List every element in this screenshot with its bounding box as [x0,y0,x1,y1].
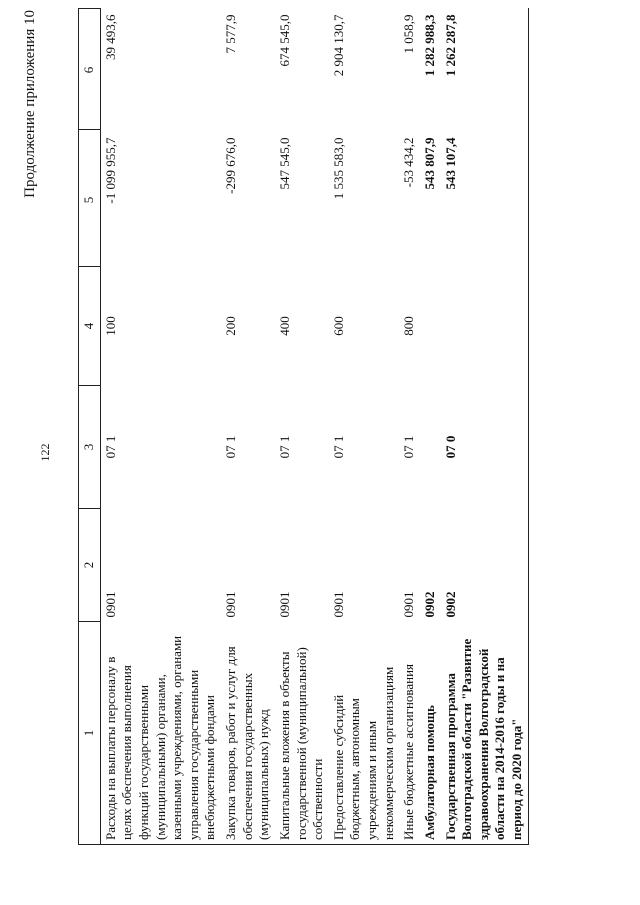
row-program: 07 1 [330,435,346,459]
row-amount: 547 545,0 [276,137,292,190]
table-row [329,9,400,845]
row-name: Капитальные вложения в объекты государственной (муниципальной) собственности [275,622,329,845]
row-type: 200 [223,316,238,336]
row-section: 0901 [276,591,292,618]
row-amount: -53 434,2 [401,137,417,188]
row-type: 400 [276,316,292,336]
row-name: Государственная программа Волгоградской области "Развитие здравоохранения Волгоградской области на 2014-2016 годы и на период до 2020 года" [441,622,529,845]
row-type: 100 [102,316,118,336]
row-section: 0901 [330,591,346,618]
row-program: 07 1 [276,435,292,459]
row-program: 07 1 [401,435,417,459]
row-name: Иные бюджетные ассигнования [399,622,420,845]
row-program: 07 0 [441,386,529,509]
column-header-3: 3 [79,386,101,509]
row-amount: 543 807,9 [421,137,437,190]
continuation-label: Продолжение приложения 10 [22,10,38,198]
row-name: Предоставление субсидий бюджетным, автономным учреждениям и иным некоммерческим организациям [329,622,400,845]
budget-table [78,8,529,845]
table-header-row [79,9,101,845]
row-type [441,267,529,386]
row-total: 39 493,6 [102,14,118,60]
table-row [100,9,221,845]
column-header-1: 1 [79,622,101,845]
row-total: 1 282 988,3 [421,14,437,77]
row-amount: 543 107,4 [441,130,529,267]
row-total: 2 904 130,7 [330,14,346,77]
row-section: 0902 [421,591,437,618]
row-program [420,386,441,509]
row-program: 07 1 [223,435,238,459]
page-number: 122 [38,443,52,462]
row-name: Амбулаторная помощь [420,622,441,845]
row-section: 0901 [401,591,417,618]
row-total: 7 577,9 [223,14,238,54]
row-section: 0902 [441,509,529,622]
row-section: 0901 [102,591,118,618]
row-name: Расходы на выплаты персоналу в целях обеспечения выполнения функций государственными (муниципальными) органами, казенными учреждениями, органами управления государственными внебюджетными фондами [100,622,221,845]
table-row [420,9,441,845]
row-section: 0901 [223,591,238,618]
table-row [441,9,529,845]
row-type: 800 [401,316,417,336]
row-total: 674 545,0 [276,14,292,67]
row-name: Закупка товаров, работ и услуг для обеспечения государственных (муниципальных) нужд [221,622,275,845]
row-type [420,267,441,386]
table-row [275,9,329,845]
row-total: 1 262 287,8 [441,9,529,130]
row-amount: 1 535 583,0 [330,137,346,200]
row-amount: -1 099 955,7 [102,137,118,204]
row-total: 1 058,9 [401,14,417,54]
row-program: 07 1 [102,435,118,459]
row-amount: -299 676,0 [223,137,238,194]
column-header-2: 2 [79,509,101,622]
page-header [0,0,70,905]
table-row [399,9,420,845]
column-header-4: 4 [79,267,101,386]
table-row [221,9,275,845]
row-type: 600 [330,316,346,336]
column-header-5: 5 [79,130,101,267]
column-header-6: 6 [79,9,101,130]
